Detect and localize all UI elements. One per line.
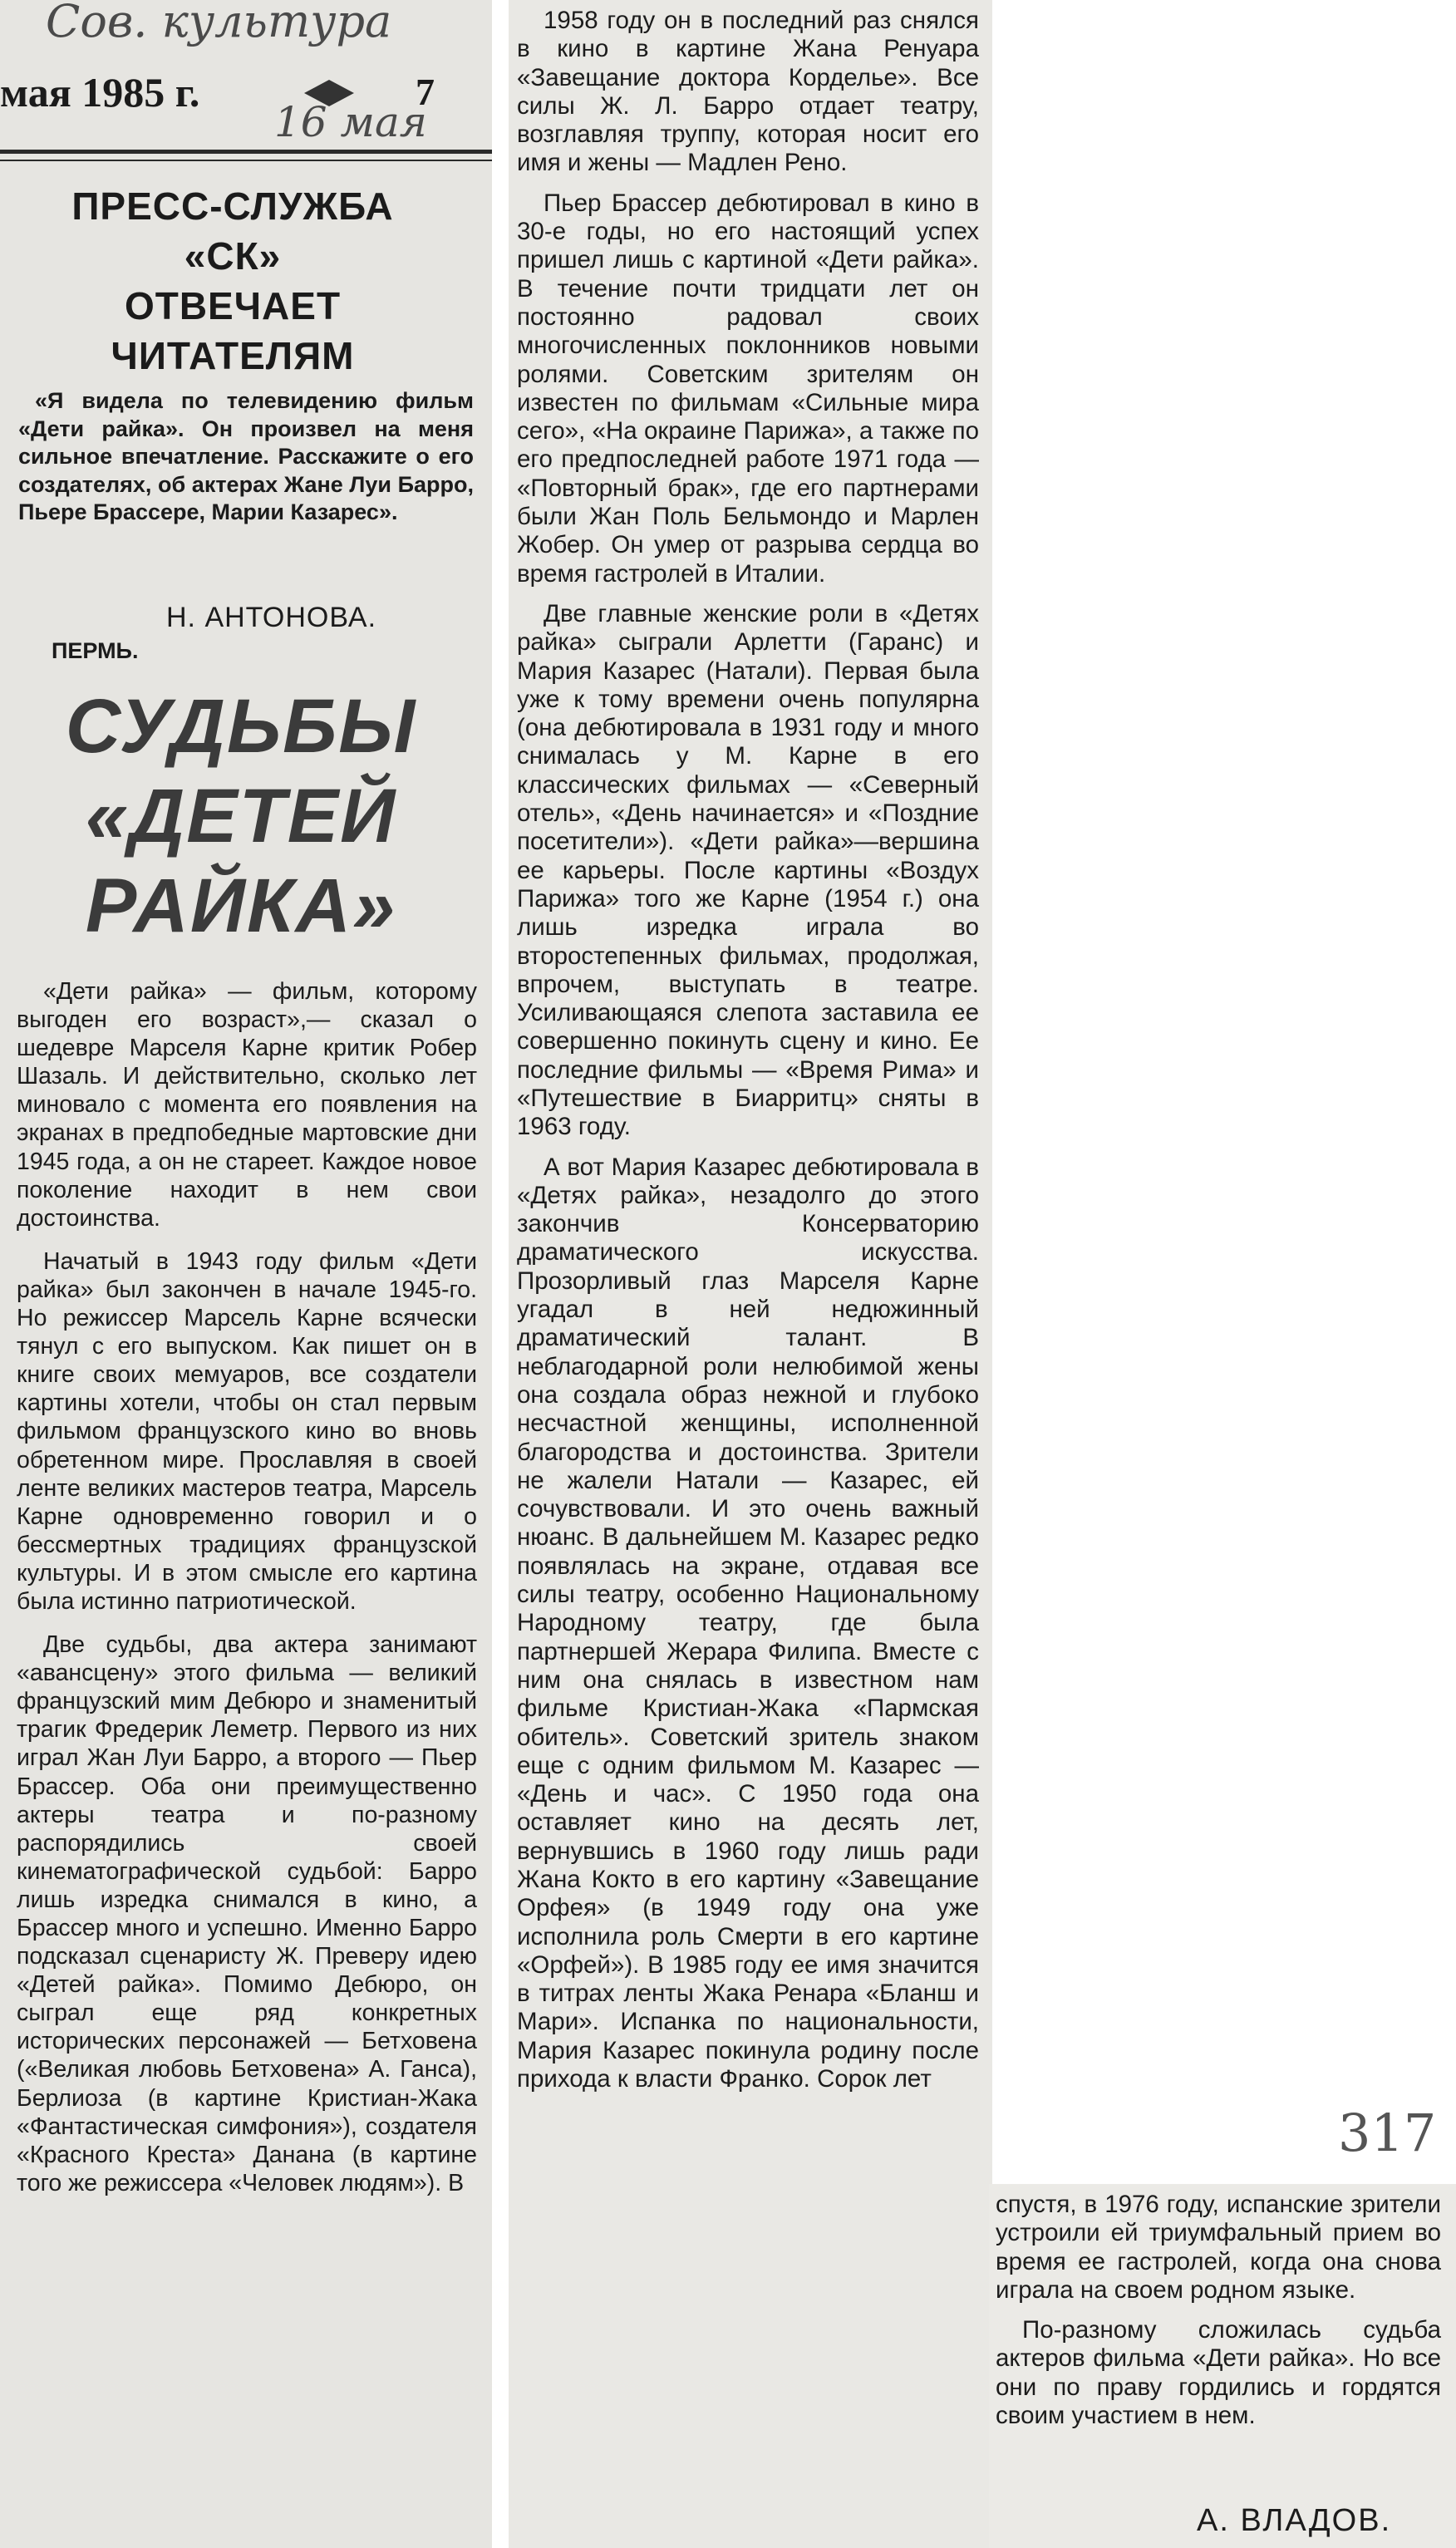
ornament-icon <box>304 80 354 93</box>
paragraph: «Дети райка» — фильм, которому выгоден его возраст»,— сказал о шедевре Марселя Карне критик Робер Шазаль. И действительно, сколько лет миновало с момента его появления на экранах в предпобедные мартовские дни 1945 года, а он не стареет. Каждое новое поколение находит в нем свои достоинства. <box>17 978 477 1232</box>
paragraph: Две главные женские роли в «Детях райка» сыграли Арлетти (Гаранс) и Мария Казарес (Натали). Первая была уже к тому времени очень популярна (она дебютировала в 1931 году и много снималась у М. Карне в его классических фильмах — «Северный отель», «День начинается» и «Поздние посетители»). «Дети райка»—вершина ее карьеры. После картины «Воздух Парижа» того же Карне (1954 г.) она лишь изредка играла во второстепенных фильмах, продолжая, впрочем, выступать в театре. Усиливающаяся слепота заставила ее совершенно покинуть сцену и кино. Ее последние фильмы — «Время Рима» и «Путешествие в Биарритц» сняты в 1963 году. <box>517 599 979 1141</box>
article-column-1 <box>17 977 489 2197</box>
printed-date: мая 1985 г. <box>0 69 200 116</box>
article-column-3 <box>996 2191 1453 2430</box>
paragraph: Две судьбы, два актера занимают «авансцену» этого фильма — великий французский мим Дебюро и знаменитый трагик Фредерик Леметр. Первого из них играл Жан Луи Барро, а второго — Пьер Брассер. Оба они преимущественно актеры театра и по-разному распорядились своей кинематографической судьбой: Барро лишь изредка снимался в кино, а Брассер много и успешно. Именно Барро подсказал сценаристу Ж. Преверу идею «Детей райка». Помимо Дебюро, он сыграл еще ряд конкретных исторических персонажей — Бетховена («Великая любовь Бетховена» А. Ганса), Берлиоза (в картине Кристиан-Жака «Фантастическая симфония»), создателя «Красного Креста» Данана (в картине того же режиссера «Человек людям»). В <box>17 1631 477 2196</box>
signature: А. ВЛАДОВ. <box>1197 2503 1392 2538</box>
paragraph: По-разному сложилась судьба актеров фильма «Дети райка». Но все они по праву гордились и гордятся своим участием в нем. <box>996 2316 1441 2430</box>
paragraph: спустя, в 1976 году, испанские зрители устроили ей триумфальный прием во время ее гастролей, когда она снова играла на своем родном языке. <box>996 2191 1441 2304</box>
rubric-title-line-3: ОТВЕЧАЕТ <box>124 284 342 327</box>
article-column-2 <box>517 7 991 2093</box>
headline-line-1: СУДЬБЫ <box>65 684 417 769</box>
header-rule-thin <box>0 160 492 161</box>
letter-author: Н. АНТОНОВА. <box>166 602 377 633</box>
header-rule <box>0 150 492 154</box>
page-number: 7 <box>416 71 435 113</box>
handwritten-date: 16 мая <box>274 98 427 146</box>
headline-line-3: РАЙКА» <box>85 863 397 948</box>
rubric-title-line-4: ЧИТАТЕЛЯМ <box>111 334 355 377</box>
headline <box>33 681 449 951</box>
paragraph: А вот Мария Казарес дебютировала в «Детях райка», незадолго до этого закончив Консерваторию драматического искусства. Прозорливый глаз Марселя Карне угадал в ней недюжинный драматический талант. В неблагодарной роли нелюбимой жены она создала образ нежной и глубоко несчастной женщины, исполненной благородства и достоинства. Зрители не жалели Натали — Казарес, ей сочувствовали. И это очень важный нюанс. В дальнейшем М. Казарес редко появлялась на экране, отдавая все силы театру, особенно Национальному Народному театру, где была партнершей Жерара Филипа. Вместе с ним она снялась в известном нам фильме Кристиан-Жака «Пармская обитель». Советский зритель знаком еще с одним фильмом М. Казарес — «День и час». С 1950 года она оставляет кино на десять лет, вернувшись в 1960 году лишь ради Жана Кокто в его картину «Завещание Орфея» (в 1949 году она уже исполнила роль Смерти в его картине «Орфей»). В 1985 году ее имя значится в титрах ленты Жака Ренара «Бланш и Мари». Испанка по национальности, Мария Казарес покинула родину после прихода к власти Франко. Сорок лет <box>517 1153 979 2093</box>
archive-number: 317 <box>1338 2103 1437 2163</box>
letter-city: ПЕРМЬ. <box>52 638 139 663</box>
reader-letter: «Я видела по телевидению фильм «Дети райка». Он произвел на меня сильное впечатление. Расскажите о его создателях, об актерах Жане Луи Барро, Пьере Брассере, Марии Казарес». <box>18 388 474 524</box>
paragraph: 1958 году он в последний раз снялся в кино в картине Жана Ренуара «Завещание доктора Корделье». Все силы Ж. Л. Барро отдает театру, возглавляя труппу, которая носит его имя и жены — Мадлен Рено. <box>517 7 979 177</box>
rubric-title-line-1: ПРЕСС-СЛУЖБА <box>71 184 394 228</box>
paragraph: Начатый в 1943 году фильм «Дети райка» был закончен в начале 1945-го. Но режиссер Марсель Карне всячески тянул с его выпуском. Как пишет он в книге своих мемуаров, все создатели картины хотели, чтобы он стал первым фильмом французского кино во вновь обретенном мире. Прославляя в своей ленте великих мастеров театра, Марсель Карне одновременно говорил и о бессмертных традициях французской культуры. И в этом смысле его картина была истинно патриотической. <box>17 1247 477 1615</box>
paragraph: Пьер Брассер дебютировал в кино в 30-е годы, но его настоящий успех пришел лишь с картиной «Дети райка». В течение почти тридцати лет он постоянно радовал своих многочисленных поклонников новыми ролями. Советским зрителям он известен по фильмам «Сильные мира сего», «На окраине Парижа», а также по его предпоследней работе 1971 года — «Повторный брак», где его партнерами были Жан Поль Бельмондо и Марлен Жобер. Он умер от разрыва сердца во время гастролей в Италии. <box>517 189 979 588</box>
rubric-title <box>66 181 399 381</box>
rubric-title-line-2: «СК» <box>184 234 282 278</box>
handwritten-source-note: Сов. культура <box>46 0 392 47</box>
headline-line-2: «ДЕТЕЙ <box>85 774 397 858</box>
